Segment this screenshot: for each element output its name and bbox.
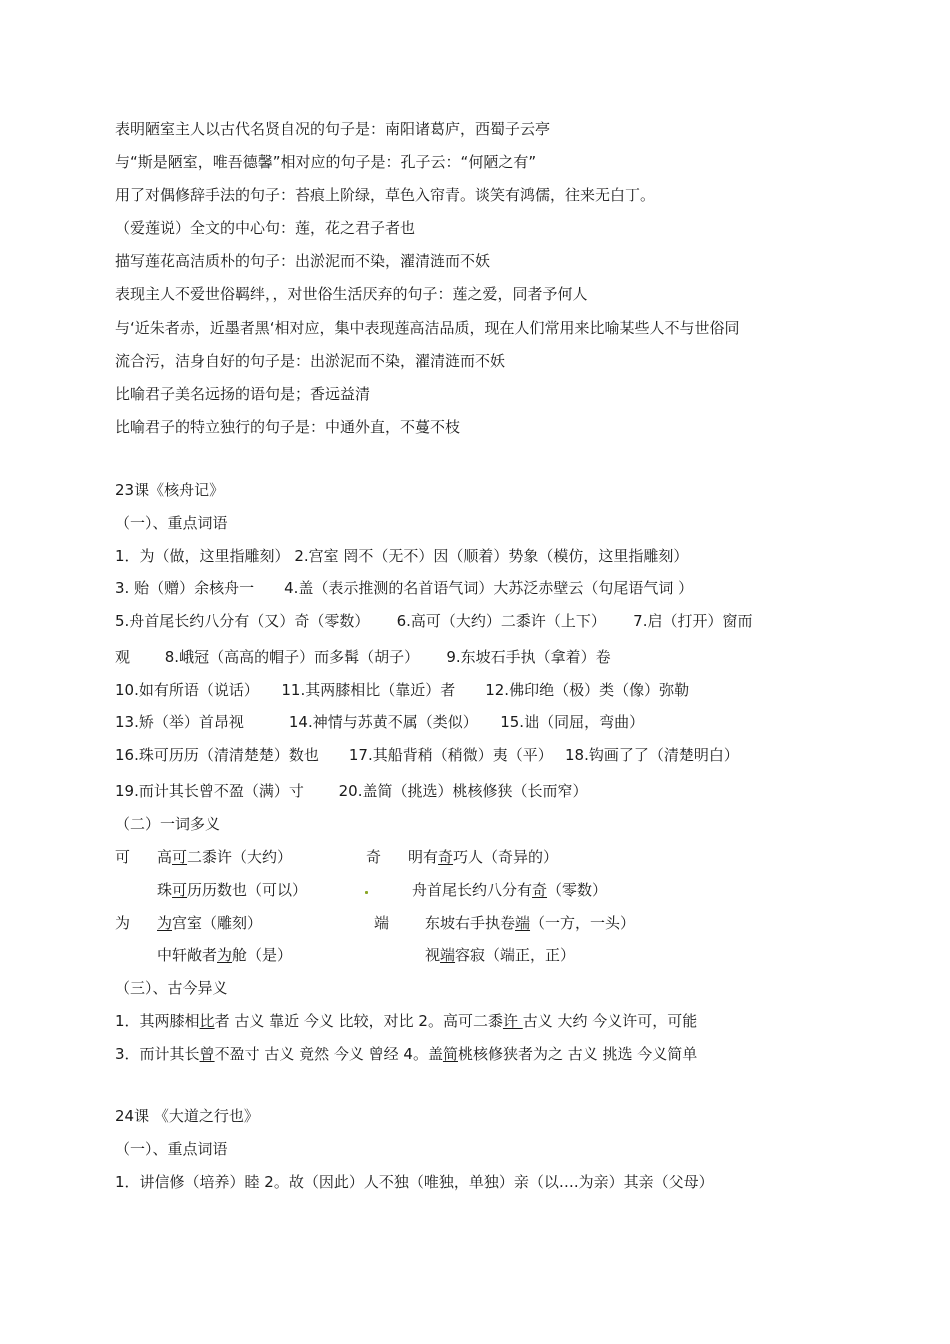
polysemy-example: 明有奇巧人（奇异的） bbox=[408, 848, 559, 866]
polysemy-example: 珠可历历数也（可以） bbox=[157, 881, 308, 899]
polysemy-word: 奇 bbox=[366, 848, 382, 866]
vocab-line: 13.矫（举）首昂视 14.神情与苏黄不属（类似） 15.诎（同屈，弯曲） bbox=[115, 713, 645, 731]
section-title: （三）、古今异义 bbox=[115, 979, 228, 997]
text-line: 比喻君子美名远扬的语句是；香远益清 bbox=[115, 385, 371, 403]
archaic-meaning-line: 3．而计其长曾不盈寸 古义 竟然 今义 曾经 4。盖简桃核修狭者为之 古义 挑选 今义简单 bbox=[115, 1045, 698, 1063]
vocab-line: 5.舟首尾长约八分有（又）奇（零数） 6.高可（大约）二黍许（上下） 7.启（打开）窗而 bbox=[115, 612, 753, 630]
text-line: （爱莲说）全文的中心句：莲，花之君子者也 bbox=[115, 219, 416, 237]
text-line: 流合污，洁身自好的句子是：出淤泥而不染，濯清涟而不妖 bbox=[115, 352, 506, 370]
polysemy-example: 高可二黍许（大约） bbox=[157, 848, 293, 866]
vocab-line: 10.如有所语（说话） 11.其两膝相比（靠近）者 12.佛印绝（极）类（像）弥勒 bbox=[115, 681, 690, 699]
vocab-line: 16.珠可历历（清清楚楚）数也 17.其船背稍（稍微）夷（平） 18.钩画了了（清楚明白） bbox=[115, 746, 739, 764]
polysemy-example: 为宫室（雕刻） bbox=[157, 914, 263, 932]
lesson-title: 23课《核舟记》 bbox=[115, 481, 225, 499]
section-title: （一）、重点词语 bbox=[115, 514, 228, 532]
section-title: （二）一词多义 bbox=[115, 815, 221, 833]
vocab-line: 1．讲信修（培养）睦 2。故（因此）人不独（唯独，单独）亲（以….为亲）其亲（父母） bbox=[115, 1173, 714, 1191]
text-line: 与‘近朱者赤，近墨者黑‘相对应，集中表现莲高洁品质，现在人们常用来比喻某些人不与世俗同 bbox=[115, 319, 740, 337]
polysemy-example: 中轩敞者为舱（是） bbox=[157, 946, 293, 964]
text-line: 表明陋室主人以古代名贤自况的句子是：南阳诸葛庐，西蜀子云亭 bbox=[115, 120, 551, 138]
text-line: 表现主人不爱世俗羁绊，，对世俗生活厌弃的句子：莲之爱，同者予何人 bbox=[115, 285, 588, 303]
polysemy-example: 舟首尾长约八分有奇（零数） bbox=[412, 881, 608, 899]
lesson-title: 24课 《大道之行也》 bbox=[115, 1107, 259, 1125]
polysemy-word: 端 bbox=[374, 914, 390, 932]
polysemy-example: 东坡右手执卷端（一方，一头） bbox=[425, 914, 636, 932]
vocab-line: 3. 贻（赠）余核舟一 4.盖（表示推测的名首语气词）大苏泛赤壁云（句尾语气词 ） bbox=[115, 579, 694, 597]
section-title: （一）、重点词语 bbox=[115, 1140, 228, 1158]
text-line: 描写莲花高洁质朴的句子：出淤泥而不染，濯清涟而不妖 bbox=[115, 252, 491, 270]
polysemy-example: 视端容寂（端正，正） bbox=[425, 946, 576, 964]
text-line: 与“斯是陋室，唯吾德馨”相对应的句子是：孔子云：“何陋之有” bbox=[115, 153, 537, 171]
archaic-meaning-line: 1．其两膝相比者 古义 靠近 今义 比较，对比 2。高可二黍许 古义 大约 今义许可，可能 bbox=[115, 1012, 698, 1030]
polysemy-word: 可 bbox=[115, 848, 131, 866]
stray-mark bbox=[365, 891, 368, 894]
text-line: 用了对偶修辞手法的句子：苔痕上阶绿，草色入帘青。谈笑有鸿儒，往来无白丁。 bbox=[115, 186, 656, 204]
vocab-line: 19.而计其长曾不盈（满）寸 20.盖简（挑选）桃核修狭（长而窄） bbox=[115, 782, 588, 800]
vocab-line: 1．为（做，这里指雕刻） 2.宫室 罔不（无不）因（顺着）势象（模仿，这里指雕刻） bbox=[115, 547, 689, 565]
polysemy-word: 为 bbox=[115, 914, 131, 932]
text-line: 比喻君子的特立独行的句子是：中通外直，不蔓不枝 bbox=[115, 418, 461, 436]
vocab-line: 观 8.峨冠（高高的帽子）而多髯（胡子） 9.东坡石手执（拿着）卷 bbox=[115, 648, 611, 666]
